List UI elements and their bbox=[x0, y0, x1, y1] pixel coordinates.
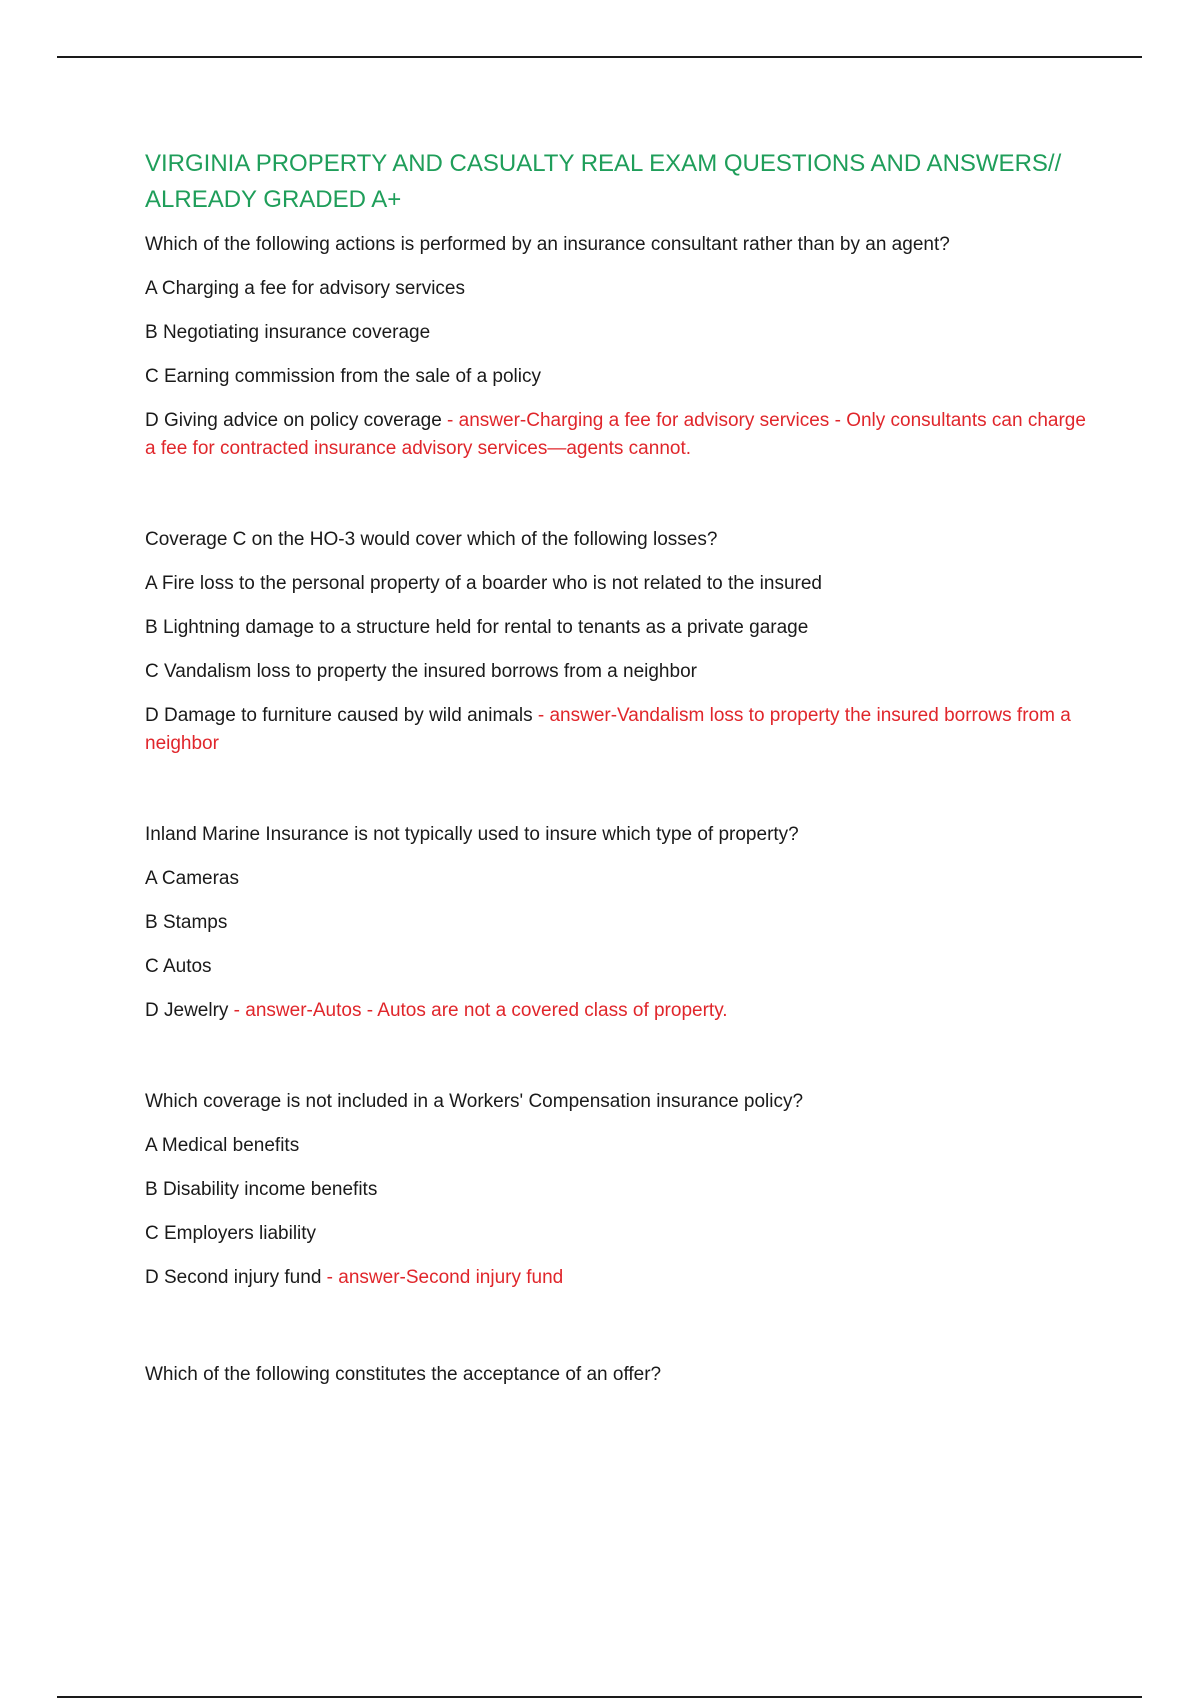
question-text: Which of the following actions is performed by an insurance consultant rather than by an agent? bbox=[145, 234, 950, 255]
option-a: A Charging a fee for advisory services bbox=[145, 278, 465, 299]
option-a: A Medical benefits bbox=[145, 1135, 300, 1156]
answer-text: - answer-Autos - Autos are not a covered class of property. bbox=[228, 1000, 728, 1021]
question-text: Coverage C on the HO-3 would cover which of the following losses? bbox=[145, 529, 718, 550]
question-block-2 bbox=[145, 526, 1090, 767]
option-c: C Vandalism loss to property the insured borrows from a neighbor bbox=[145, 661, 697, 682]
option-b: B Lightning damage to a structure held for rental to tenants as a private garage bbox=[145, 617, 809, 638]
final-question-text: Which of the following constitutes the acceptance of an offer? bbox=[145, 1364, 662, 1385]
option-c: C Earning commission from the sale of a policy bbox=[145, 366, 541, 387]
option-b: B Disability income benefits bbox=[145, 1179, 378, 1200]
option-d: D Jewelry bbox=[145, 1000, 229, 1021]
option-d-with-answer bbox=[145, 990, 1090, 1034]
document-title: VIRGINIA PROPERTY AND CASUALTY REAL EXAM QUESTIONS AND ANSWERS// ALREADY GRADED A+ bbox=[145, 150, 1062, 213]
question-text: Inland Marine Insurance is not typically used to insure which type of property? bbox=[145, 824, 799, 845]
option-d-with-answer bbox=[145, 1257, 1090, 1301]
question-text: Which coverage is not included in a Workers' Compensation insurance policy? bbox=[145, 1091, 804, 1112]
option-b: B Stamps bbox=[145, 912, 228, 933]
option-a: A Fire loss to the personal property of a boarder who is not related to the insured bbox=[145, 573, 822, 594]
answer-text: - answer-Charging a fee for advisory services - Only consultants can charge a fee for contracted insurance advisory services—agents cannot. bbox=[145, 410, 1086, 459]
answer-text: - answer-Vandalism loss to property the insured borrows from a neighbor bbox=[145, 705, 1071, 754]
option-d: D Giving advice on policy coverage bbox=[145, 410, 442, 431]
question-block-4 bbox=[145, 1088, 1090, 1301]
header-rule bbox=[57, 56, 1142, 58]
answer-text: - answer-Second injury fund bbox=[321, 1267, 564, 1288]
option-c: C Employers liability bbox=[145, 1223, 317, 1244]
option-b: B Negotiating insurance coverage bbox=[145, 322, 431, 343]
option-a: A Cameras bbox=[145, 868, 239, 889]
option-d-with-answer bbox=[145, 695, 1090, 767]
question-block-1 bbox=[145, 231, 1090, 472]
option-d: D Damage to furniture caused by wild animals bbox=[145, 705, 533, 726]
option-d-with-answer bbox=[145, 400, 1090, 472]
document-body bbox=[145, 146, 1090, 1395]
option-c: C Autos bbox=[145, 956, 212, 977]
question-block-3 bbox=[145, 821, 1090, 1034]
option-d: D Second injury fund bbox=[145, 1267, 322, 1288]
footer-rule bbox=[57, 1696, 1142, 1698]
